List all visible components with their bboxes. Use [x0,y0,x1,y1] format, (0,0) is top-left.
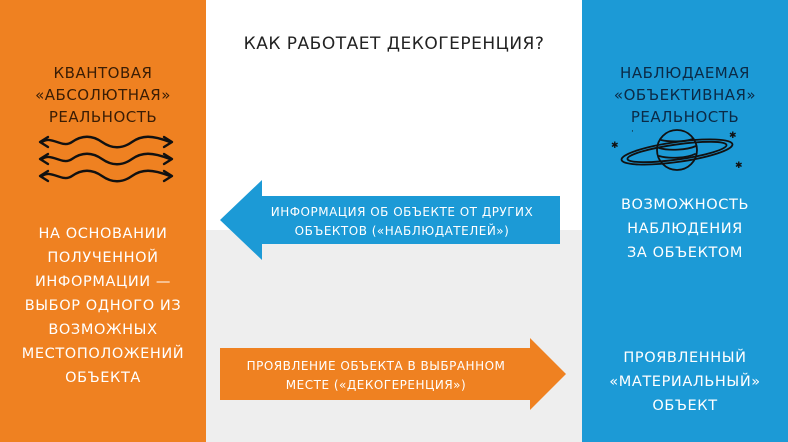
observation-line: НАБЛЮДЕНИЯ [627,221,743,237]
arrow-label-line: ПРОЯВЛЕНИЕ ОБЪЕКТА В ВЫБРАННОМ [246,359,506,373]
svg-text:✱: ✱ [735,161,743,171]
material-object-line: ПРОЯВЛЕННЫЙ [623,350,747,366]
svg-text:·: · [631,127,634,137]
description-line: ОБЪЕКТА [65,370,141,386]
description-line: ВОЗМОЖНЫХ [48,322,158,338]
arrow-label-line: МЕСТЕ («ДЕКОГЕРЕНЦИЯ») [285,378,467,392]
arrow-label-line: ОБЪЕКТОВ («НАБЛЮДАТЕЛЕЙ») [294,224,510,238]
svg-text:✱: ✱ [611,141,619,151]
description-line: МЕСТОПОЛОЖЕНИЙ [21,346,185,362]
arrow-label-line: ИНФОРМАЦИЯ ОБ ОБЪЕКТЕ ОТ ДРУГИХ [270,205,534,219]
middle-lower-background [206,230,582,442]
planet-icon [607,124,747,176]
quantum-reality-heading [0,62,206,128]
information-arrow-label [252,203,552,241]
observation-line: ВОЗМОЖНОСТЬ [620,197,750,213]
observation-possibility-text [582,193,788,265]
diagram-title: КАК РАБОТАЕТ ДЕКОГЕРЕНЦИЯ? [243,34,545,54]
description-line: ВЫБОР ОДНОГО ИЗ [24,298,182,314]
quantum-heading-line: КВАНТОВАЯ [53,64,153,82]
material-object-text [582,346,788,418]
manifestation-arrow-label [222,357,530,395]
quantum-heading-line: «АБСОЛЮТНАЯ» [35,86,171,104]
material-object-line: ОБЪЕКТ [652,398,718,414]
description-line: НА ОСНОВАНИИ [38,226,168,242]
observed-heading-line: «ОБЪЕКТИВНАЯ» [613,86,757,104]
svg-text:✱: ✱ [729,131,737,141]
quantum-heading-line: РЕАЛЬНОСТЬ [48,108,158,126]
observed-reality-heading [582,62,788,128]
observation-line: ЗА ОБЪЕКТОМ [626,245,744,261]
observed-heading-line: НАБЛЮДАЕМАЯ [620,64,750,82]
observed-heading-line: РЕАЛЬНОСТЬ [630,108,740,126]
material-object-line: «МАТЕРИАЛЬНЫЙ» [609,374,761,390]
description-line: ИНФОРМАЦИИ — [34,274,172,290]
quantum-reality-description [0,222,206,390]
description-line: ПОЛУЧЕННОЙ [47,250,159,266]
wavy-arrows-icon [32,134,182,184]
